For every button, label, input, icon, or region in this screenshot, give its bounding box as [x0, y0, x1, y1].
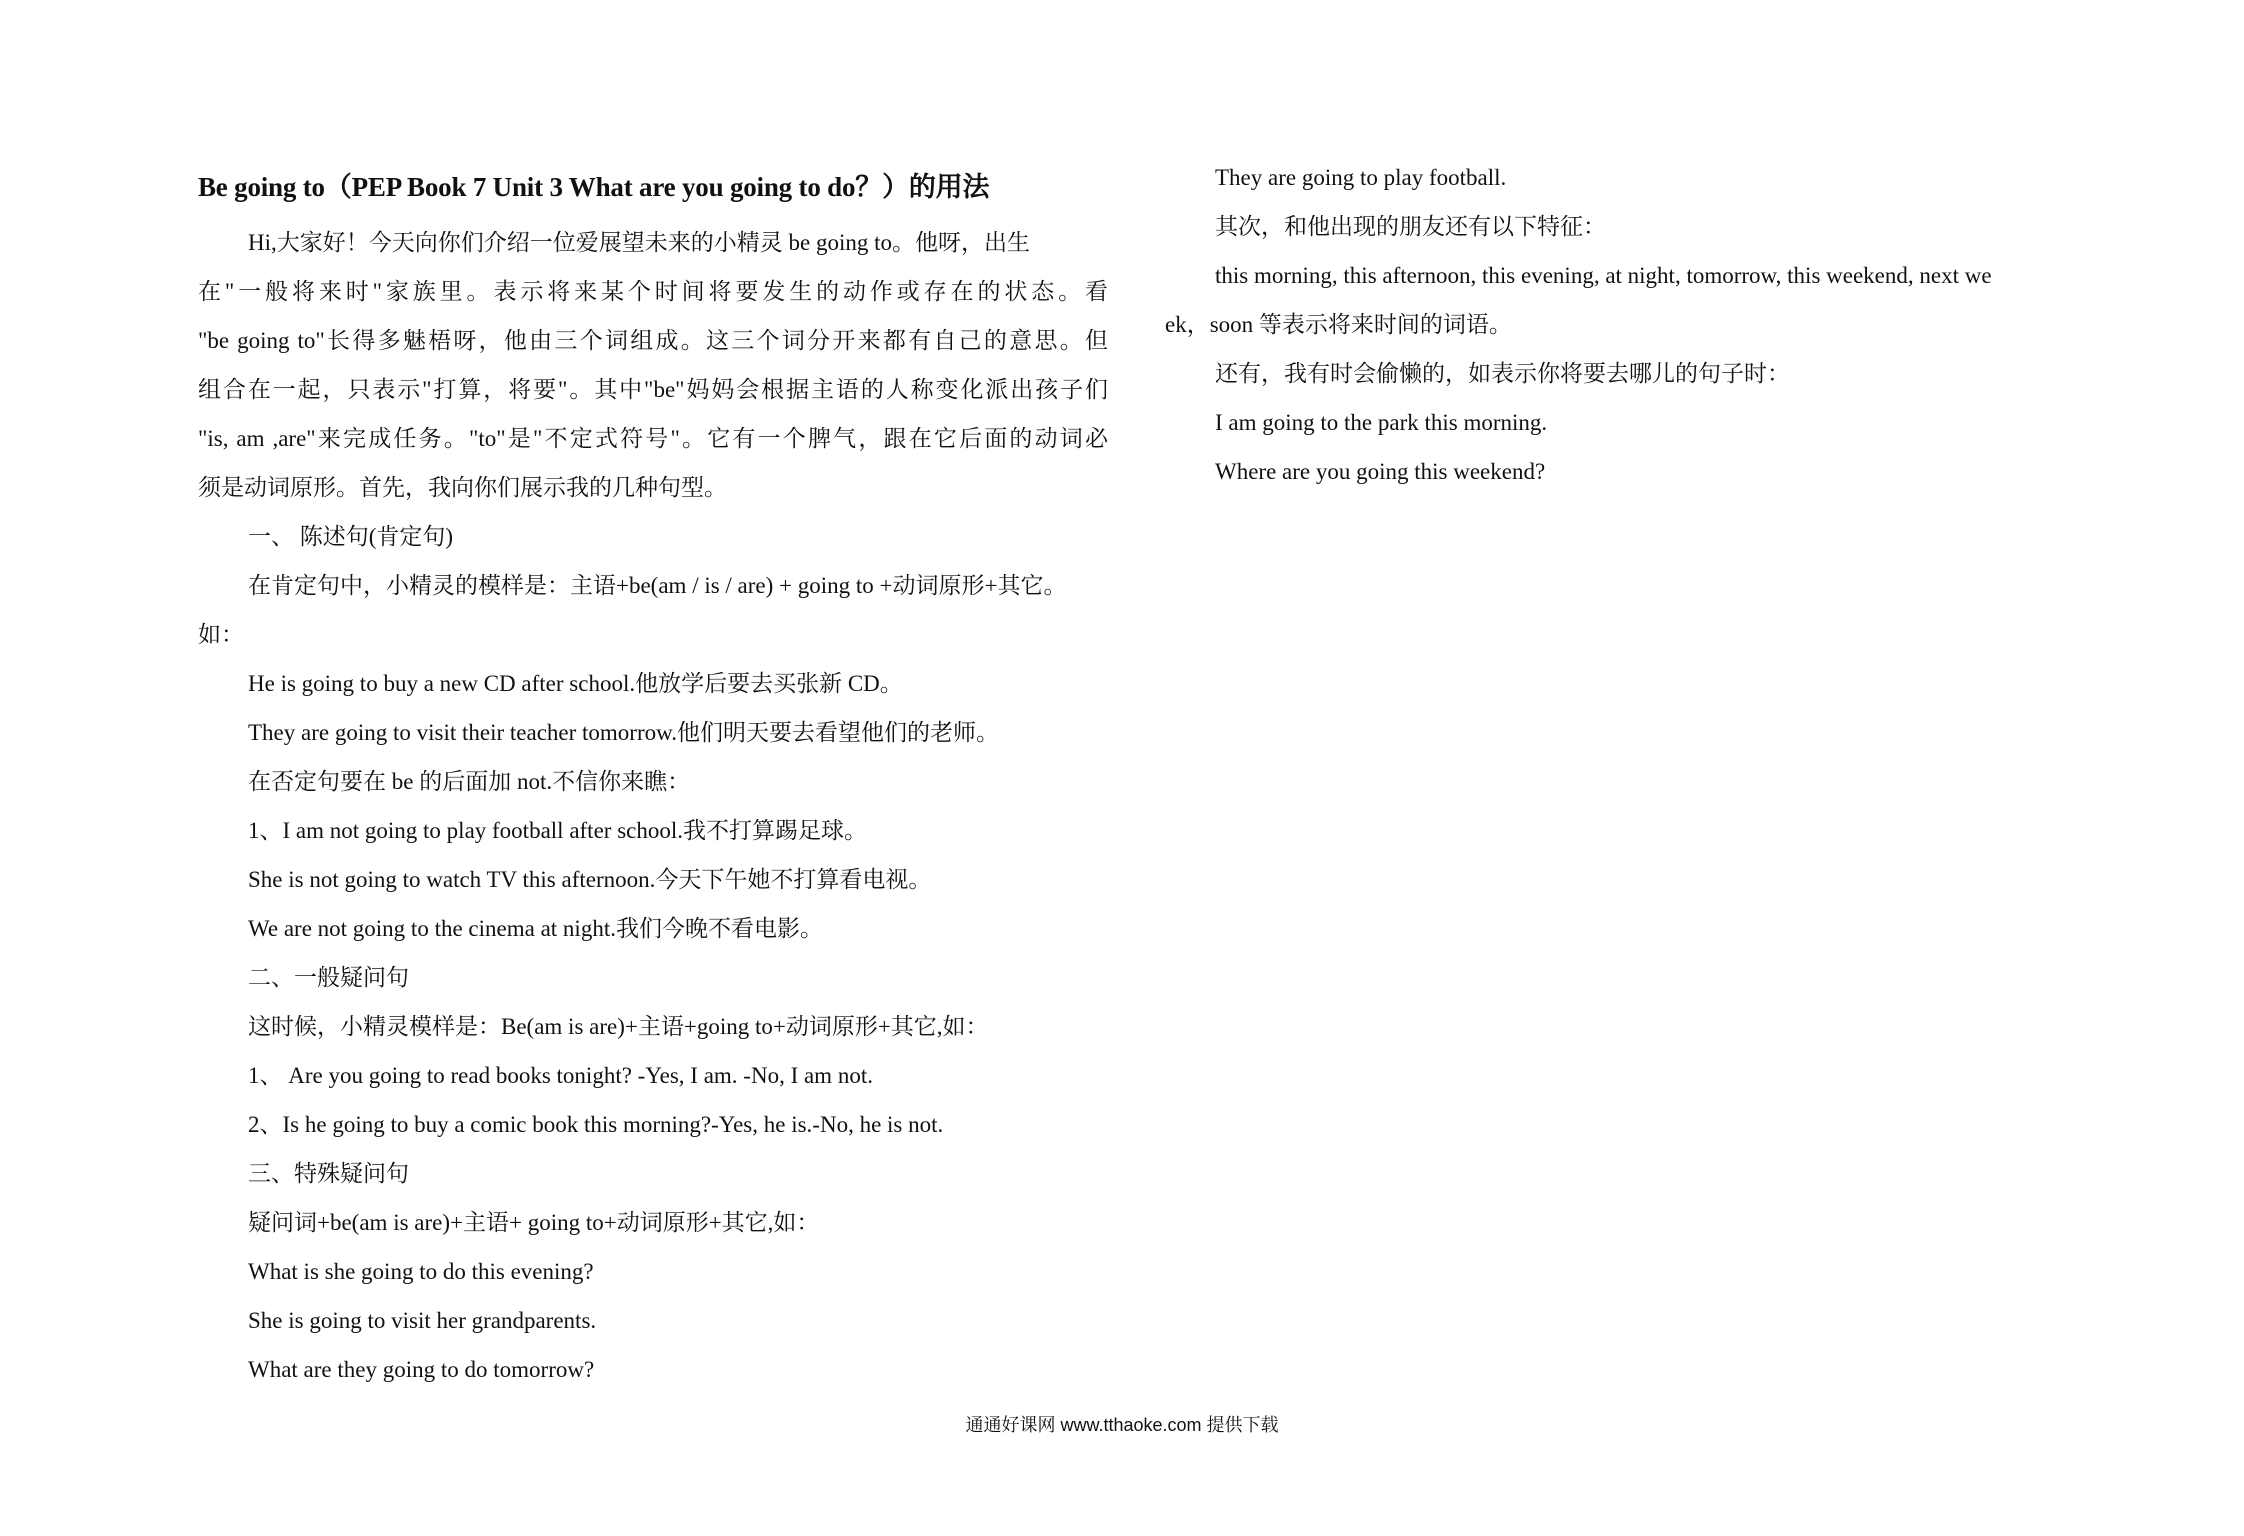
- section-heading-yes-no-question: 二、一般疑问句: [248, 965, 409, 990]
- negative-example: We are not going to the cinema at night.我们今晚不看电影。: [248, 916, 823, 941]
- right-line: ek，soon 等表示将来时间的词语。: [1165, 312, 1512, 337]
- negative-example: 1、I am not going to play football after school.我不打算踢足球。: [248, 818, 867, 843]
- example-sentence: He is going to buy a new CD after school.他放学后要去买张新 CD。: [248, 671, 903, 696]
- right-line: Where are you going this weekend?: [1215, 459, 1546, 484]
- right-line: They are going to play football.: [1215, 165, 1507, 190]
- right-line: 其次，和他出现的朋友还有以下特征：: [1215, 214, 1606, 239]
- question-pattern: 这时候，小精灵模样是：Be(am is are)+主语+going to+动词原形+其它,如：: [248, 1014, 989, 1039]
- intro-line: 组合在一起，只表示"打算，将要"。其中"be"妈妈会根据主语的人称变化派出孩子们: [198, 377, 1108, 402]
- right-line: 还有，我有时会偷懒的，如表示你将要去哪儿的句子时：: [1215, 361, 1790, 386]
- section-heading-statement: 一、 陈述句(肯定句): [248, 524, 454, 549]
- intro-line: "be going to"长得多魅梧呀，他由三个词组成。这三个词分开来都有自己的意思。但: [198, 328, 1108, 353]
- intro-line: Hi,大家好！今天向你们介绍一位爱展望未来的小精灵 be going to。他呀，出生: [248, 230, 1030, 255]
- question-example: 2、Is he going to buy a comic book this morning?-Yes, he is.-No, he is not.: [248, 1112, 944, 1137]
- document-title: Be going to（PEP Book 7 Unit 3 What are you going to do？）的用法: [198, 172, 990, 202]
- intro-line: "is, am ,are"来完成任务。"to"是"不定式符号"。它有一个脾气，跟在它后面的动词必: [198, 426, 1108, 451]
- right-line: I am going to the park this morning.: [1215, 410, 1548, 435]
- wh-question-example: What are they going to do tomorrow?: [248, 1357, 595, 1382]
- page-footer: 通通好课网 www.tthaoke.com 提供下载: [965, 1415, 1279, 1435]
- intro-line: 须是动词原形。首先，我向你们展示我的几种句型。: [198, 475, 727, 500]
- statement-pattern: 在肯定句中，小精灵的模样是：主语+be(am / is / are) + going to +动词原形+其它。: [248, 573, 1067, 598]
- right-line: this morning, this afternoon, this evening, at night, tomorrow, this weekend, next we: [1215, 263, 1992, 288]
- negative-example: She is not going to watch TV this afternoon.今天下午她不打算看电视。: [248, 867, 932, 892]
- example-sentence: They are going to visit their teacher tomorrow.他们明天要去看望他们的老师。: [248, 720, 999, 745]
- statement-pattern-cont: 如：: [198, 622, 244, 647]
- wh-question-pattern: 疑问词+be(am is are)+主语+ going to+动词原形+其它,如：: [248, 1210, 820, 1235]
- intro-line: 在"一般将来时"家族里。表示将来某个时间将要发生的动作或存在的状态。看: [198, 279, 1108, 304]
- negative-intro: 在否定句要在 be 的后面加 not.不信你来瞧：: [248, 769, 691, 794]
- wh-question-example: What is she going to do this evening?: [248, 1259, 594, 1284]
- section-heading-wh-question: 三、特殊疑问句: [248, 1161, 409, 1186]
- wh-question-example: She is going to visit her grandparents.: [248, 1308, 597, 1333]
- question-example: 1、 Are you going to read books tonight? -Yes, I am. -No, I am not.: [248, 1063, 873, 1088]
